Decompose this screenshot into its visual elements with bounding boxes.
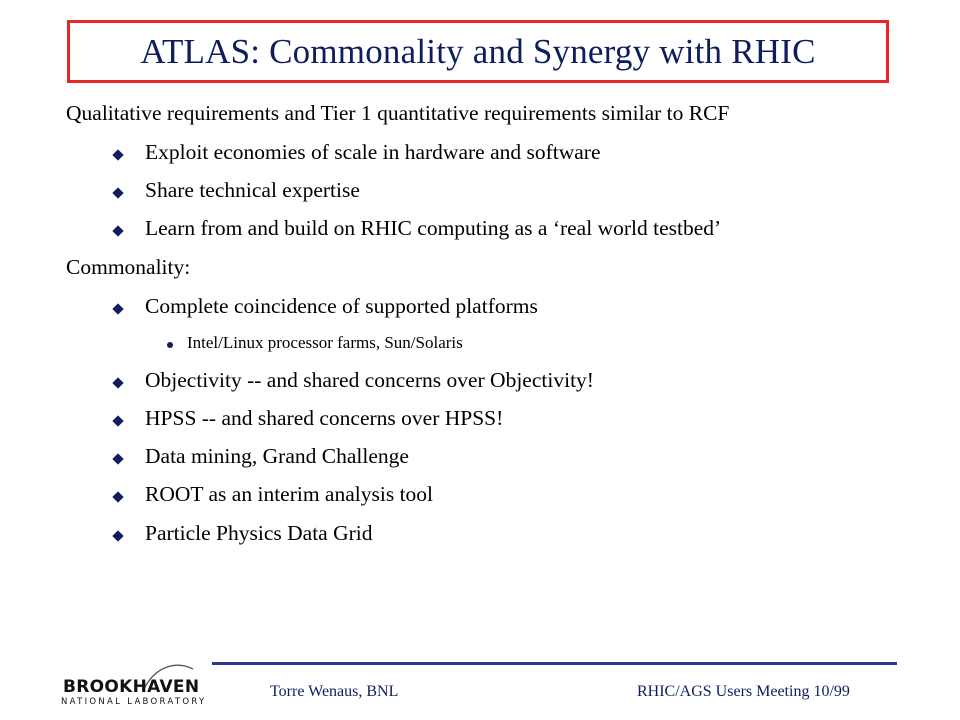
slide-title: ATLAS: Commonality and Synergy with RHIC <box>140 31 816 71</box>
sub-bullet-item: Intel/Linux processor farms, Sun/Solaris <box>187 333 463 352</box>
bullet-item: HPSS -- and shared concerns over HPSS! <box>145 406 504 430</box>
diamond-bullet-icon <box>112 415 123 426</box>
footer-author: Torre Wenaus, BNL <box>270 683 399 700</box>
logo-subtitle: NATIONAL LABORATORY <box>61 697 207 707</box>
footer-rule <box>212 662 897 665</box>
body-heading-line: Qualitative requirements and Tier 1 quantitative requirements similar to RCF <box>66 101 730 125</box>
bullet-item: Learn from and build on RHIC computing as a ‘real world testbed’ <box>145 216 722 240</box>
body-heading-line: Commonality: <box>66 255 191 279</box>
diamond-bullet-icon <box>112 453 123 464</box>
dot-bullet-icon <box>167 342 173 348</box>
bullet-item: Objectivity -- and shared concerns over Objectivity! <box>145 368 594 392</box>
bullet-item: Complete coincidence of supported platforms <box>145 294 538 318</box>
diamond-bullet-icon <box>112 187 123 198</box>
diamond-bullet-icon <box>112 377 123 388</box>
bullet-item: ROOT as an interim analysis tool <box>145 482 434 506</box>
bullet-item: Particle Physics Data Grid <box>145 521 373 545</box>
bullet-item: Data mining, Grand Challenge <box>145 444 409 468</box>
bullet-item: Exploit economies of scale in hardware and software <box>145 140 601 164</box>
title-box <box>67 20 889 83</box>
diamond-bullet-icon <box>112 225 123 236</box>
diamond-bullet-icon <box>112 149 123 160</box>
logo-wordmark: BROOKHAVEN <box>63 677 200 697</box>
footer-event: RHIC/AGS Users Meeting 10/99 <box>637 683 850 700</box>
brookhaven-logo <box>57 675 217 715</box>
diamond-bullet-icon <box>112 491 123 502</box>
bullet-item: Share technical expertise <box>145 178 360 202</box>
diamond-bullet-icon <box>112 303 123 314</box>
diamond-bullet-icon <box>112 530 123 541</box>
